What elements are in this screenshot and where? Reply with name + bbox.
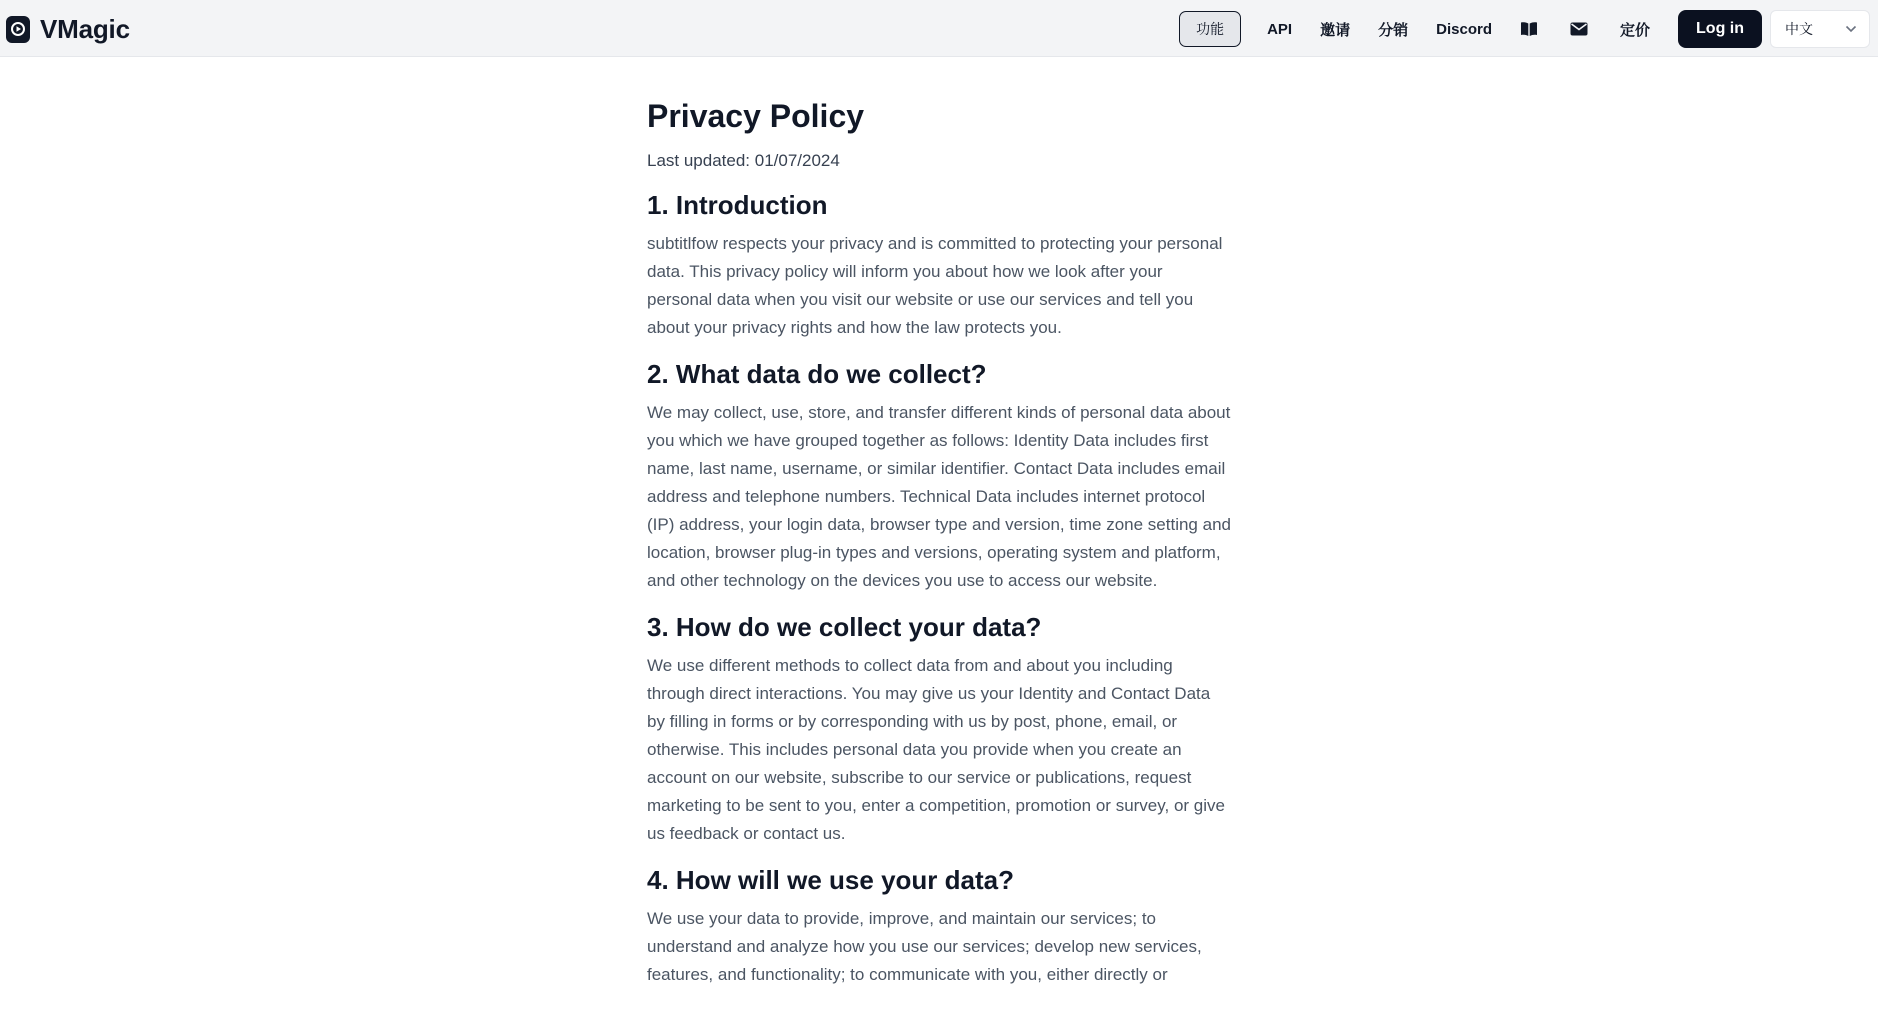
docs-book-icon[interactable] <box>1506 11 1552 47</box>
login-button[interactable]: Log in <box>1678 10 1762 48</box>
section-body-collection-methods: We use different methods to collect data from and about you including through direct interactions. You may give us your Identity and Contact Data by filling in forms or by corresponding with us by post, phone, email, or otherwise. This includes personal data you provide when you create an account on our website, subscribe to our service or publications, request marketing to be sent to you, enter a competition, promotion or survey, or give us feedback or contact us. <box>647 656 1225 843</box>
last-updated: Last updated: 01/07/2024 <box>647 151 840 170</box>
top-navbar <box>0 0 1878 57</box>
nav-discord[interactable]: Discord <box>1436 20 1492 38</box>
section-heading-introduction: 1. Introduction <box>647 190 828 220</box>
language-select[interactable] <box>1770 10 1870 48</box>
nav-pricing[interactable]: 定价 <box>1620 21 1651 39</box>
brand-name: VMagic <box>40 13 130 44</box>
section-body-data-collected: We may collect, use, store, and transfer different kinds of personal data about you which we have grouped together as follows: Identity Data includes first name, last name, username, or similar identifier. Contact Data includes email address and telephone numbers. Technical Data includes internet protocol (IP) address, your login data, browser type and version, time zone setting and location, browser plug-in types and versions, operating system and platform, and other technology on the devices you use to access our website. <box>647 403 1231 590</box>
main-nav <box>1179 10 1870 48</box>
section-heading-data-use: 4. How will we use your data? <box>647 865 1014 895</box>
nav-affiliate[interactable]: 分销 <box>1378 21 1409 39</box>
nav-api[interactable]: API <box>1267 20 1293 38</box>
privacy-policy-article <box>647 94 1232 989</box>
section-heading-collection-methods: 3. How do we collect your data? <box>647 612 1042 642</box>
nav-features[interactable]: 功能 <box>1179 11 1241 47</box>
page-title: Privacy Policy <box>647 98 865 134</box>
mail-icon[interactable] <box>1552 11 1606 47</box>
vmagic-logo-icon <box>6 16 30 43</box>
brand-link[interactable] <box>6 14 130 44</box>
section-body-data-use: We use your data to provide, improve, and maintain our services; to understand and analyze how you use our services; develop new services, features, and functionality; to communicate with you, either directly or <box>647 909 1202 984</box>
section-body-introduction: subtitlfow respects your privacy and is committed to protecting your personal data. This privacy policy will inform you about how we look after your personal data when you visit our website or use our services and tell you about your privacy rights and how the law protects you. <box>647 234 1223 337</box>
chevron-down-icon <box>1845 25 1857 33</box>
language-value: 中文 <box>1785 21 1813 37</box>
section-heading-data-collected: 2. What data do we collect? <box>647 359 987 389</box>
nav-invite[interactable]: 邀请 <box>1320 21 1351 39</box>
